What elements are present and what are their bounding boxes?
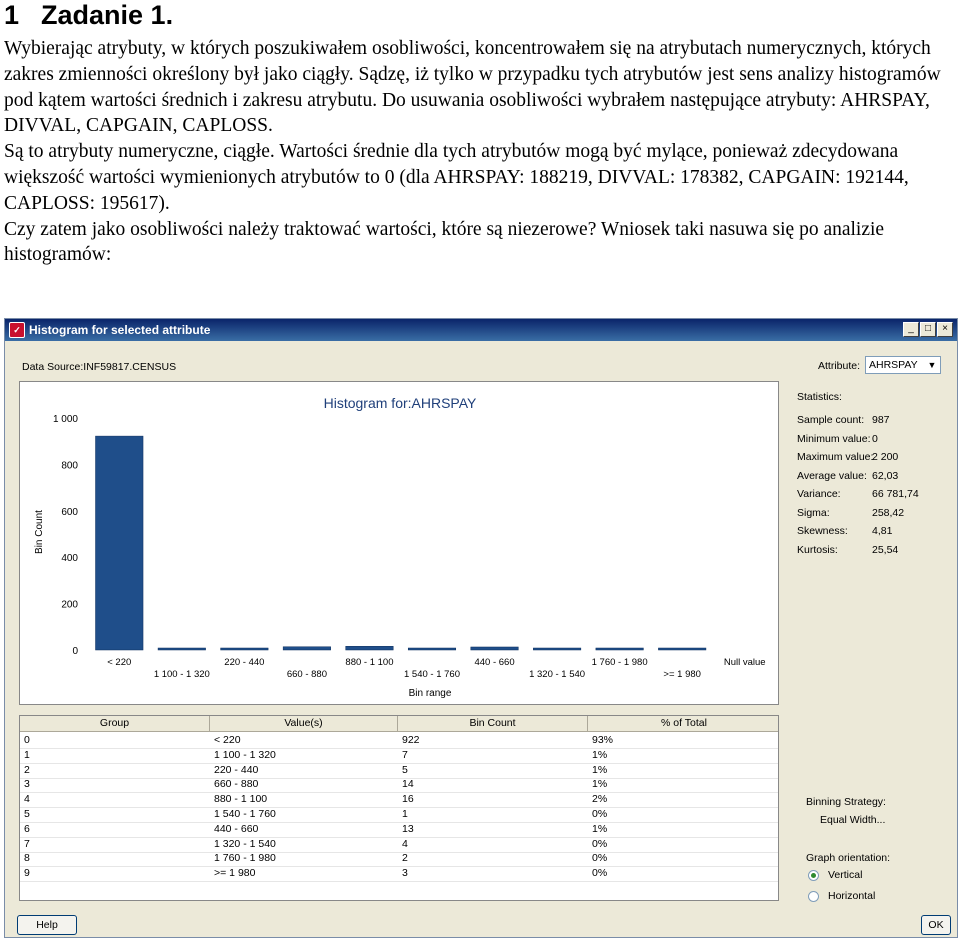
vertical-radio[interactable] [808,870,819,881]
section-heading [4,0,173,31]
x-tick-label: 1 540 - 1 760 [404,669,460,680]
y-tick-label: 600 [61,506,78,518]
table-cell: 2% [592,793,608,806]
table-row-divider [20,852,779,853]
stat-label: Average value: [797,469,867,482]
table-cell: < 220 [214,734,241,746]
x-tick-label: 660 - 880 [286,669,327,680]
table-cell: 0 [24,734,30,746]
col-header-percent[interactable]: % of Total [588,716,779,732]
table-cell: 16 [402,793,414,806]
stat-label: Skewness: [797,525,848,537]
table-cell: 0% [592,837,608,850]
chevron-down-icon: ▼ [927,360,937,370]
horizontal-radio-label: Horizontal [828,890,876,902]
bin-table [19,715,779,901]
table-cell: 922 [402,734,420,746]
stat-label: Sigma: [797,506,830,519]
table-row-divider [20,837,779,838]
table-cell: >= 1 980 [214,867,256,880]
table-cell: 1% [592,763,608,776]
histogram-window [4,318,958,938]
table-cell: 1 760 - 1 980 [214,852,276,865]
stat-value: 258,42 [872,506,905,519]
help-button[interactable]: Help [17,915,77,935]
table-cell: 880 - 1 100 [214,793,268,806]
histogram-bar [533,648,581,650]
attribute-label: Attribute: [818,360,861,372]
table-cell: 93% [592,734,614,746]
table-cell: 14 [402,778,414,791]
paragraph-2: Są to atrybuty numeryczne, ciągłe. Wartości średnie dla tych atrybutów mogą być mylące, ponieważ zdecydowana większość wartości wymienionych atrybutów to 0 (dla AHRSPAY: 188219, DIVVAL: 178382, CAPGAIN: 192144, CAPLOSS: 195617). [4,141,909,214]
histogram-bar [221,648,269,650]
maximize-button[interactable]: □ [920,322,936,337]
x-tick-label: 880 - 1 100 [345,657,394,668]
stat-label: Variance: [797,488,841,500]
binning-strategy-button[interactable]: Equal Width... [820,814,886,826]
vertical-radio-label: Vertical [828,869,863,881]
section-number: 1 [4,0,20,30]
stat-label: Maximum value: [797,451,874,463]
x-tick-label: 440 - 660 [474,657,515,668]
col-header-bin-count[interactable]: Bin Count [398,716,588,732]
title-bar[interactable] [5,319,957,341]
table-cell: 3 [402,867,408,880]
window-title: Histogram for selected attribute [29,323,211,337]
col-header-values[interactable]: Value(s) [210,716,398,732]
table-row-divider [20,822,779,823]
attribute-value: AHRSPAY [869,359,918,371]
chart-title: Histogram for:AHRSPAY [323,395,477,411]
y-tick-label: 0 [72,646,78,657]
table-cell: 13 [402,822,414,835]
y-tick-label: 200 [61,599,78,611]
y-tick-label: 400 [61,553,78,565]
minimize-button[interactable]: _ [903,322,919,337]
chart-svg [20,382,780,706]
histogram-chart [19,381,779,705]
table-cell: 1 [24,748,30,761]
x-axis-label: Bin range [408,688,452,699]
stat-label: Kurtosis: [797,543,838,556]
table-cell: 1 320 - 1 540 [214,837,276,850]
section-title: Zadanie 1. [41,0,174,30]
x-tick-label: 1 100 - 1 320 [153,669,210,680]
data-source-label: Data Source:INF59817.CENSUS [22,361,177,373]
attribute-select[interactable] [865,356,941,374]
y-axis-label: Bin Count [34,510,45,554]
close-button[interactable]: × [937,322,953,337]
stat-value: 4,81 [872,525,893,537]
table-row-divider [20,866,779,867]
table-cell: 1% [592,748,608,761]
table-cell: 4 [402,837,408,850]
stat-value: 25,54 [872,543,899,556]
stat-value: 66 781,74 [872,488,919,500]
table-cell: 4 [24,793,30,806]
table-row-divider [20,748,779,749]
y-tick-label: 1 000 [52,414,78,425]
table-row-divider [20,807,779,808]
stat-label: Minimum value: [797,432,871,445]
x-tick-label: 220 - 440 [224,657,265,668]
table-cell: 6 [24,822,30,835]
table-cell: 440 - 660 [214,822,259,835]
histogram-bar [158,648,206,650]
table-row-divider [20,881,779,882]
table-cell: 660 - 880 [214,778,259,791]
histogram-bar [346,646,394,650]
table-cell: 5 [402,763,408,776]
binning-strategy-label: Binning Strategy: [806,796,886,808]
x-tick-label: Null value [723,657,766,668]
table-cell: 1 540 - 1 760 [214,808,276,820]
x-tick-label: 1 760 - 1 980 [591,657,648,668]
statistics-heading: Statistics: [797,391,842,403]
stat-value: 987 [872,414,890,426]
paragraph-3: Czy zatem jako osobliwości należy traktować wartości, które są niezerowe? Wniosek taki nasuwa się po analizie histogramów: [4,218,885,266]
table-cell: 8 [24,852,30,865]
body-text [4,36,956,268]
table-cell: 1 100 - 1 320 [214,748,276,761]
table-row-divider [20,763,779,764]
table-cell: 2 [24,763,30,776]
table-cell: 9 [24,867,30,880]
stat-value: 2 200 [872,451,899,463]
app-icon: ✓ [9,322,25,338]
histogram-bar [471,647,519,650]
histogram-bar [96,436,144,650]
horizontal-radio[interactable] [808,891,819,902]
table-cell: 0% [592,808,608,820]
stat-label: Sample count: [797,414,865,426]
table-cell: 1% [592,822,608,835]
col-header-group[interactable]: Group [20,716,210,732]
stat-value: 0 [872,432,878,445]
y-tick-label: 800 [61,460,78,472]
table-row-divider [20,792,779,793]
paragraph-1: Wybierając atrybuty, w których poszukiwałem osobliwości, koncentrowałem się na atrybutach numerycznych, których zakres zmienności określony był jako ciągły. Sądzę, iż tylko w przypadku tych atrybutów jest sens analizy histogramów pod kątem wartości średnich i zakresu atrybutu. Do usuwania osobliwości wybrałem następujące atrybuty: AHRSPAY, DIVVAL, CAPGAIN, CAPLOSS. [4,38,941,137]
x-tick-label: < 220 [107,657,132,668]
histogram-bar [658,648,706,650]
graph-orientation-label: Graph orientation: [806,852,891,864]
table-cell: 220 - 440 [214,763,259,776]
x-tick-label: 1 320 - 1 540 [529,669,586,680]
table-cell: 0% [592,852,608,865]
table-cell: 1 [402,808,408,820]
histogram-bar [408,648,456,650]
table-cell: 0% [592,867,608,880]
table-cell: 7 [24,837,30,850]
table-cell: 1% [592,778,608,791]
table-row-divider [20,778,779,779]
histogram-bar [596,648,644,650]
table-cell: 7 [402,748,408,761]
table-cell: 5 [24,808,30,820]
histogram-bar [283,647,331,650]
x-tick-label: >= 1 980 [663,669,701,680]
ok-button[interactable]: OK [921,915,951,935]
table-cell: 2 [402,852,408,865]
stat-value: 62,03 [872,469,899,482]
table-cell: 3 [24,778,30,791]
